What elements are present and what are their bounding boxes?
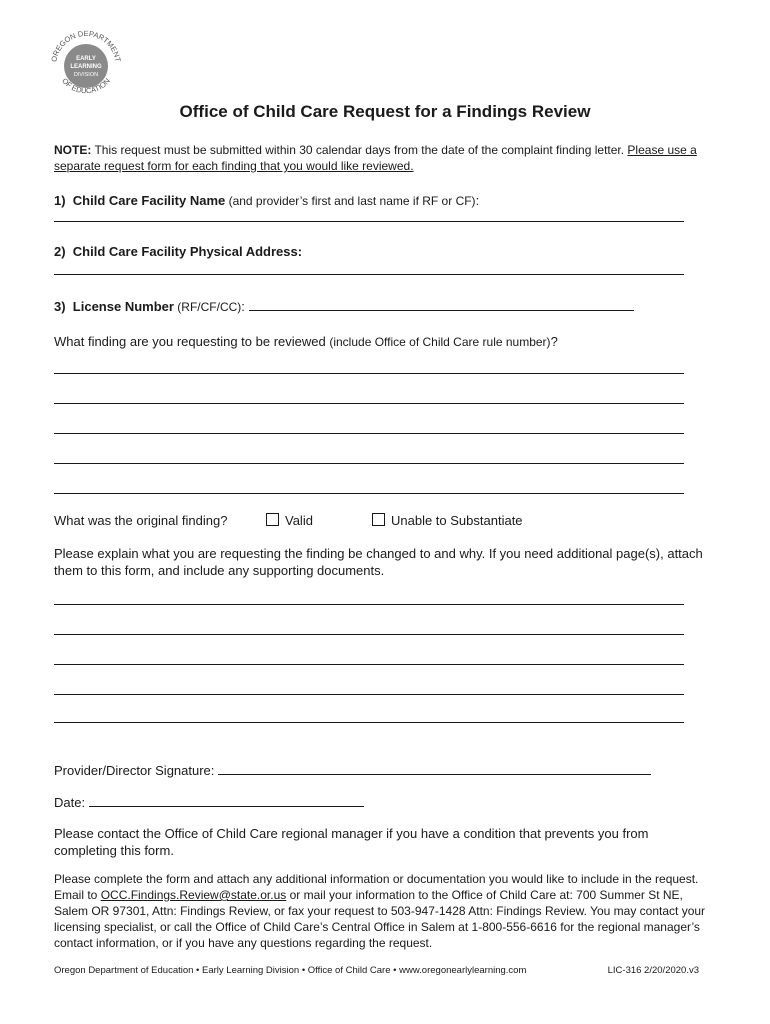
date-field[interactable] bbox=[89, 794, 364, 807]
form-title: Office of Child Care Request for a Findings Review bbox=[179, 102, 591, 121]
q3-label: License Number bbox=[72, 299, 174, 314]
q1-hint: (and provider’s first and last name if RF or CF) bbox=[225, 194, 476, 208]
oregon-ode-logo bbox=[46, 26, 126, 106]
note bbox=[54, 142, 704, 174]
note-label: NOTE: bbox=[54, 143, 92, 157]
question-physical-address bbox=[54, 244, 302, 259]
q3-hint: (RF/CF/CC) bbox=[173, 300, 242, 314]
logo-line-1: EARLY bbox=[76, 56, 96, 62]
contact-email-link[interactable]: OCC.Findings.Review@state.or.us bbox=[100, 888, 287, 902]
logo-top-text: OREGON DEPARTMENT bbox=[49, 28, 123, 63]
valid-checkbox[interactable] bbox=[266, 513, 279, 526]
question-facility-name bbox=[54, 193, 479, 208]
option-unable-label: Unable to Substantiate bbox=[391, 513, 523, 528]
finding-line-3[interactable] bbox=[54, 433, 684, 434]
contact-manager-text: Please contact the Office of Child Care regional manager if you have a condition that prevents you from completing this form. bbox=[54, 826, 649, 858]
finding-line-1[interactable] bbox=[54, 373, 684, 374]
signature-label: Provider/Director Signature: bbox=[54, 763, 215, 778]
q2-label: Child Care Facility Physical Address: bbox=[72, 244, 303, 259]
contact-paragraph bbox=[54, 871, 714, 951]
question-finding bbox=[54, 334, 558, 349]
finding-line-5[interactable] bbox=[54, 493, 684, 494]
explain-line-3[interactable] bbox=[54, 664, 684, 665]
explain-line-1[interactable] bbox=[54, 604, 684, 605]
finding-question-end: ? bbox=[550, 334, 558, 349]
contact-after-email: or mail your information to the Office of Child Care at: 700 Summer St NE, Salem OR 97301, Attn: Findings Review, or fax your request to 503-947-1428 Attn: Findings Review. You may contact your licensing specialist, or call the Office of Child Care’s Central Office in Salem at 1-800-556-6616 for the regional manager’s contact information, or if you have any questions regarding the request. bbox=[54, 888, 706, 950]
logo-bottom-text: OF EDUCATION bbox=[60, 76, 112, 96]
signature-field[interactable] bbox=[218, 762, 651, 775]
footer-form-id: LIC-316 2/20/2020.v3 bbox=[607, 965, 699, 976]
logo-line-2: LEARNING bbox=[70, 64, 102, 70]
q3-number: 3) bbox=[54, 299, 66, 314]
q3-colon: : bbox=[241, 299, 249, 314]
license-number-field[interactable] bbox=[249, 298, 634, 311]
question-license-number bbox=[54, 298, 634, 314]
note-underlined: Please use a separate request form for each finding that you would like reviewed. bbox=[54, 143, 697, 173]
date-label: Date: bbox=[54, 795, 86, 810]
page-footer bbox=[54, 965, 699, 976]
date-row bbox=[54, 794, 364, 810]
explain-line-5[interactable] bbox=[54, 722, 684, 723]
finding-line-4[interactable] bbox=[54, 463, 684, 464]
explain-line-2[interactable] bbox=[54, 634, 684, 635]
original-finding-label: What was the original finding? bbox=[54, 513, 228, 528]
explain-instructions: Please explain what you are requesting the finding be changed to and why. If you need additional page(s), attach them to this form, and include any supporting documents. bbox=[54, 546, 703, 578]
unable-to-substantiate-checkbox[interactable] bbox=[372, 513, 385, 526]
physical-address-field[interactable] bbox=[54, 274, 684, 275]
option-unable-to-substantiate[interactable] bbox=[372, 513, 523, 528]
q1-label: Child Care Facility Name bbox=[72, 193, 226, 208]
footer-left: Oregon Department of Education • Early Learning Division • Office of Child Care • www.oregonearlylearning.com bbox=[54, 965, 527, 976]
option-valid[interactable] bbox=[266, 513, 313, 528]
option-valid-label: Valid bbox=[285, 513, 313, 528]
finding-question-hint: (include Office of Child Care rule number) bbox=[329, 335, 551, 349]
q1-number: 1) bbox=[54, 193, 66, 208]
q2-number: 2) bbox=[54, 244, 66, 259]
contact-before-email: Please complete the form and attach any additional information or documentation you would like to include in the request. Email to bbox=[54, 872, 699, 902]
finding-line-2[interactable] bbox=[54, 403, 684, 404]
signature-row bbox=[54, 762, 651, 778]
explain-line-4[interactable] bbox=[54, 694, 684, 695]
q1-colon: : bbox=[475, 193, 480, 208]
facility-name-field[interactable] bbox=[54, 221, 684, 222]
note-text: This request must be submitted within 30 calendar days from the date of the complaint finding letter. bbox=[91, 143, 628, 157]
logo-line-3: DIVISION bbox=[73, 72, 99, 78]
finding-question-text: What finding are you requesting to be reviewed bbox=[54, 334, 330, 349]
